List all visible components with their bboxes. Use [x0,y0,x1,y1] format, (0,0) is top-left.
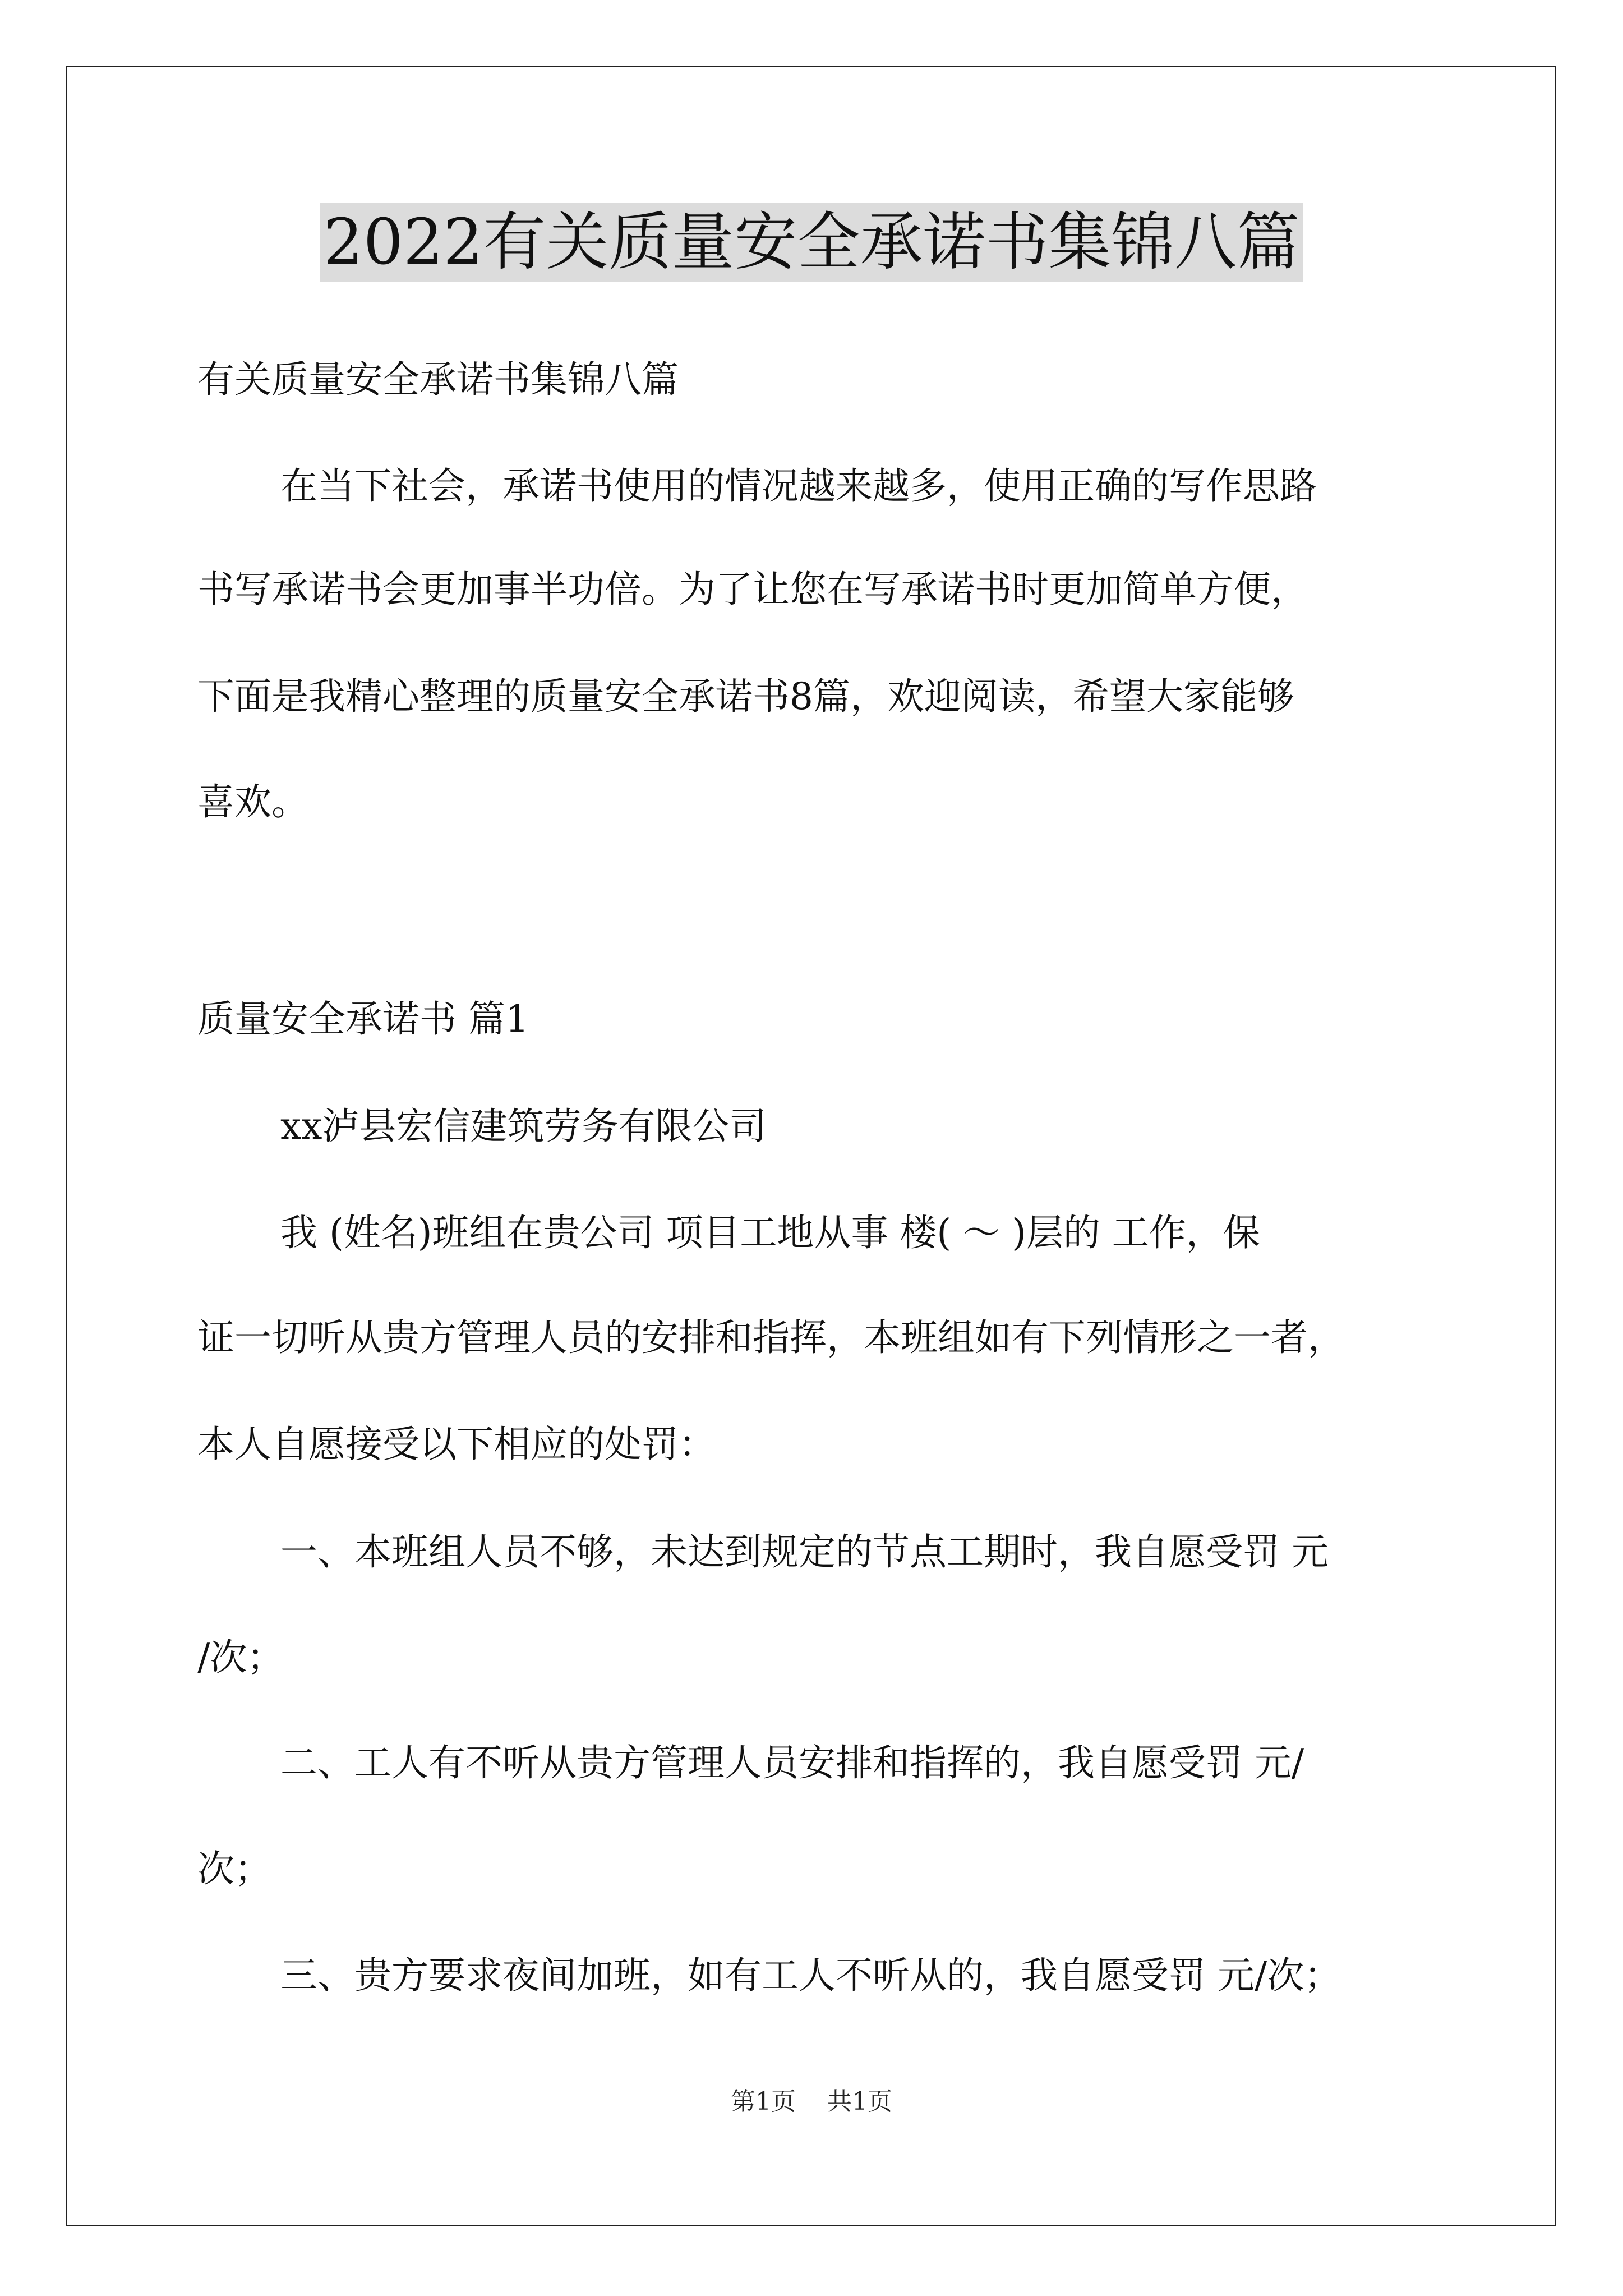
addressee: xx泸县宏信建筑劳务有限公司 [280,1105,767,1148]
intro-line: 喜欢。 [197,780,308,823]
clause-line: 次； [197,1847,271,1890]
intro-line: 书写承诺书会更加事半功倍。为了让您在写承诺书时更加简单方便， [197,568,1308,611]
title-container [0,203,1623,282]
body-line: 证一切听从贵方管理人员的安排和指挥，本班组如有下列情形之一者， [197,1316,1345,1359]
body-line: 本人自愿接受以下相应的处罚： [197,1423,716,1466]
document-subtitle: 有关质量安全承诺书集锦八篇 [197,358,679,401]
section-heading: 质量安全承诺书 篇1 [197,997,529,1041]
intro-line: 在当下社会，承诺书使用的情况越来越多，使用正确的写作思路 [280,464,1317,508]
document-title: 2022有关质量安全承诺书集锦八篇 [320,203,1303,282]
clause-line: 一、本班组人员不够，未达到规定的节点工期时，我自愿受罚 元 [280,1530,1329,1573]
clause-line: 二、工人有不听从贵方管理人员安排和指挥的，我自愿受罚 元/ [280,1741,1304,1784]
page-footer: 第1页 共1页 [731,2087,892,2116]
body-line: 我 (姓名)班组在贵公司 项目工地从事 楼( ～ )层的 工作，保 [280,1211,1260,1254]
clause-line: /次； [197,1636,284,1679]
clause-line: 三、贵方要求夜间加班，如有工人不听从的，我自愿受罚 元/次； [280,1954,1341,1997]
intro-line: 下面是我精心整理的质量安全承诺书8篇，欢迎阅读，希望大家能够 [197,675,1294,718]
